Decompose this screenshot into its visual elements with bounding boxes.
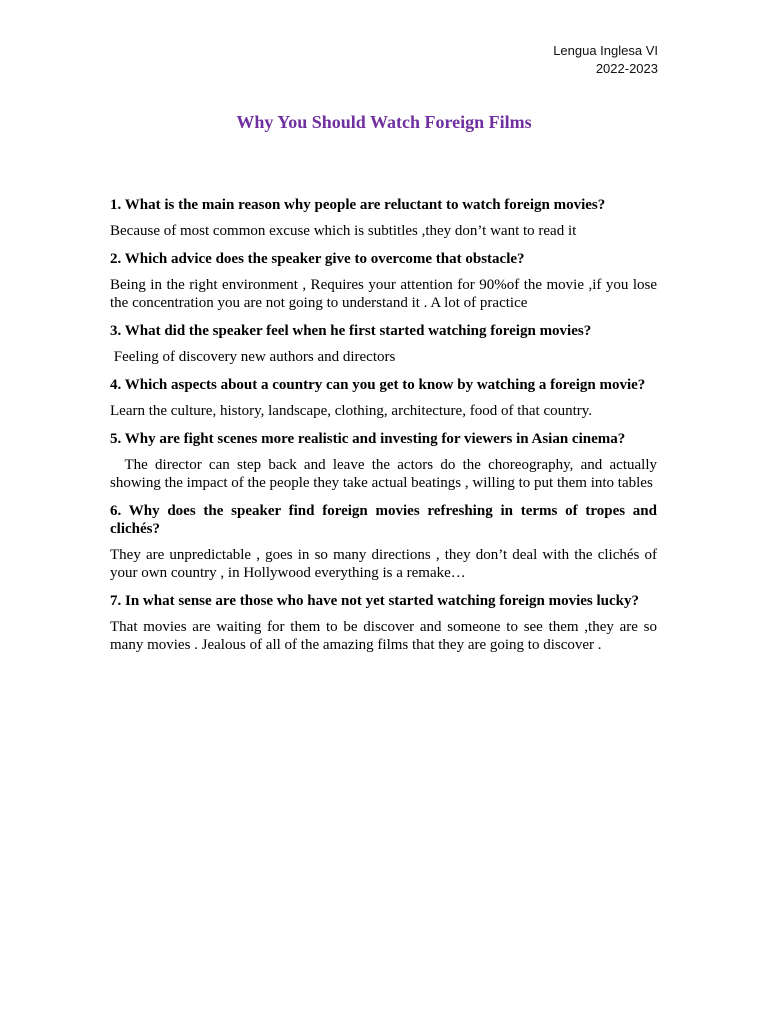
document-header <box>553 42 658 78</box>
question-1: 1. What is the main reason why people are reluctant to watch foreign movies? <box>110 197 606 213</box>
answer-2: Being in the right environment , Requires your attention for 90%of the movie ,if you lose the concentration you are not going to understand it . A lot of practice <box>110 277 657 311</box>
answer-3: Feeling of discovery new authors and directors <box>110 349 396 365</box>
qa-item-2 <box>110 250 657 312</box>
question-6: 6. Why does the speaker find foreign movies refreshing in terms of tropes and clichés? <box>110 503 657 537</box>
question-3: 3. What did the speaker feel when he first started watching foreign movies? <box>110 323 592 339</box>
academic-year: 2022-2023 <box>595 61 658 76</box>
qa-item-1 <box>110 196 657 240</box>
answer-1: Because of most common excuse which is subtitles ,they don’t want to read it <box>110 223 577 239</box>
answer-5: The director can step back and leave the actors do the choreography, and actually showing the impact of the people they take actual beatings , willing to put them into tables <box>110 457 661 491</box>
answer-7: That movies are waiting for them to be discover and someone to see them ,they are so many movies . Jealous of all of the amazing films that they are going to discover . <box>110 619 657 653</box>
qa-item-5 <box>110 430 661 492</box>
question-5: 5. Why are fight scenes more realistic and investing for viewers in Asian cinema? <box>110 431 626 447</box>
answer-4: Learn the culture, history, landscape, clothing, architecture, food of that country. <box>110 403 593 419</box>
course-name: Lengua Inglesa VI <box>553 43 658 58</box>
question-4: 4. Which aspects about a country can you get to know by watching a foreign movie? <box>110 377 646 393</box>
qa-list <box>110 196 661 664</box>
question-2: 2. Which advice does the speaker give to overcome that obstacle? <box>110 251 525 267</box>
qa-item-7 <box>110 592 657 654</box>
qa-item-4 <box>110 376 657 420</box>
answer-6: They are unpredictable , goes in so many directions , they don’t deal with the clichés of your own country , in Hollywood everything is a remake… <box>110 547 657 581</box>
qa-item-6 <box>110 502 657 582</box>
document-title: Why You Should Watch Foreign Films <box>236 112 532 132</box>
question-7: 7. In what sense are those who have not yet started watching foreign movies lucky? <box>110 593 640 609</box>
qa-item-3 <box>110 322 657 366</box>
